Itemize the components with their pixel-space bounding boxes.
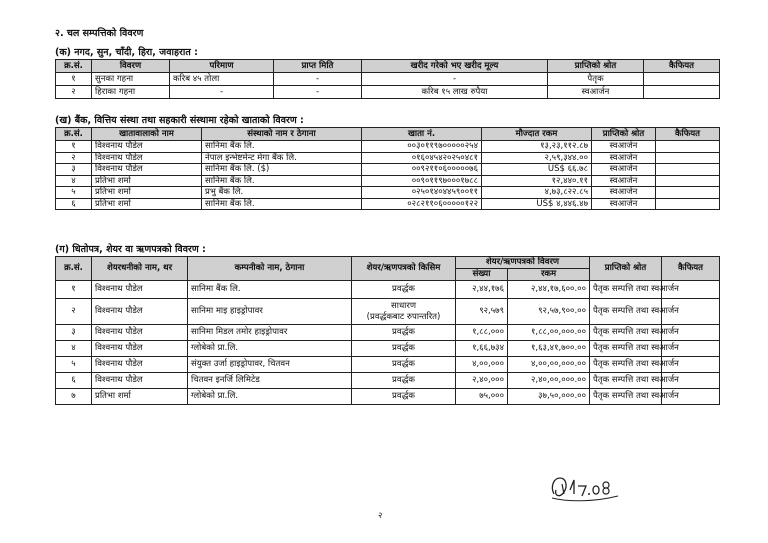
table-cell: प्रभु बैंक लि. — [202, 187, 362, 199]
table-row — [56, 73, 720, 86]
table-cell: १ — [56, 141, 92, 153]
col-header: प्राप्त मिति — [274, 60, 362, 73]
col-header: क्र.सं. — [56, 60, 92, 73]
table-cell: १२,४४०.११ — [482, 175, 592, 187]
table-row — [56, 357, 720, 373]
table-cell: २,४४,१७६ — [456, 281, 508, 299]
table-b-title: (ख) बैंक, वित्तिय संस्था तथा सहकारी संस्थामा रहेको खाताको विवरण : — [55, 115, 304, 126]
table-cell: पैतृक सम्पत्ति तथा स्वआर्जन — [590, 373, 662, 389]
table-cell — [656, 152, 720, 164]
col-header: विवरण — [92, 60, 170, 73]
table-cell: पैतृक सम्पत्ति तथा स्वआर्जन — [590, 341, 662, 357]
table-cell: ४ — [56, 341, 92, 357]
table-cell: विश्वनाथ पौडेल — [92, 373, 188, 389]
table-cell: विश्वनाथ पौडेल — [92, 152, 202, 164]
table-cell: २,४४,१७,६००.०० — [508, 281, 590, 299]
col-header: परिमाण — [170, 60, 274, 73]
table-cell: विश्वनाथ पौडेल — [92, 357, 188, 373]
table-cell: ९२,५७,९००.०० — [508, 299, 590, 325]
section-title: २. चल सम्पत्तिको विवरण — [55, 28, 144, 39]
table-cell — [644, 86, 720, 99]
table-cell: सानिमा मिडल तमोर हाइड्रोपावर — [188, 325, 352, 341]
table-cell: विश्वनाथ पौडेल — [92, 299, 188, 325]
table-cell: नेपाल इन्भेष्टमेन्ट मेगा बैंक लि. — [202, 152, 362, 164]
table-cell: ४,७३,८२२.८५ — [482, 187, 592, 199]
table-cell: - — [362, 73, 548, 86]
table-row — [56, 164, 720, 176]
table-cell — [644, 73, 720, 86]
table-cell: संयुक्त उर्जा हाइड्रोपावर, चितवन — [188, 357, 352, 373]
table-cell: ००९०११९७०००१७८८ — [362, 175, 482, 187]
table-cell: १ — [56, 281, 92, 299]
col-header: खातावालाको नाम — [92, 128, 202, 141]
table-cell: स्वआर्जन — [592, 175, 656, 187]
table-cell: ४ — [56, 175, 92, 187]
table-c-title: (ग) धितोपत्र, शेयर वा ऋणपत्रको विवरण : — [55, 244, 206, 255]
table-row — [56, 389, 720, 405]
table-cell: ४,००,००,०००.०० — [508, 357, 590, 373]
table-cell: हिराका गहना — [92, 86, 170, 99]
table-cell: १ — [56, 73, 92, 86]
table-cell: ६ — [56, 373, 92, 389]
col-header: प्राप्तिको श्रोत — [590, 257, 662, 281]
table-cell: प्रवर्द्धक — [352, 389, 456, 405]
table-header-row — [56, 257, 720, 269]
col-header: कैफियत — [644, 60, 720, 73]
table-cell: ४,००,००० — [456, 357, 508, 373]
securities-table — [55, 256, 720, 405]
table-cell: पैतृक सम्पत्ति तथा स्वआर्जन — [590, 389, 662, 405]
table-cell: प्रवर्द्धक — [352, 373, 456, 389]
table-cell: स्वआर्जन — [592, 164, 656, 176]
bank-accounts-table — [55, 127, 720, 210]
table-row — [56, 175, 720, 187]
table-row — [56, 281, 720, 299]
table-cell: ६ — [56, 198, 92, 210]
table-row — [56, 86, 720, 99]
table-cell: स्वआर्जन — [592, 187, 656, 199]
table-cell: सानिमा बैंक लि. ($) — [202, 164, 362, 176]
table-cell: विश्वनाथ पौडेल — [92, 341, 188, 357]
table-cell: ७५,००० — [456, 389, 508, 405]
table-cell: २ — [56, 299, 92, 325]
table-cell: ०१६०४५४२०२५०४८१ — [362, 152, 482, 164]
table-cell: सानिमा बैंक लि. — [202, 175, 362, 187]
table-cell: करिब १५ लाख रुपैया — [362, 86, 548, 99]
table-cell: विश्वनाथ पौडेल — [92, 141, 202, 153]
table-cell: विश्वनाथ पौडेल — [92, 281, 188, 299]
table-cell: सुनका गहना — [92, 73, 170, 86]
table-cell: ०२५०१४०४४५९००११ — [362, 187, 482, 199]
table-cell: १,६६,७३४ — [456, 341, 508, 357]
table-cell: सानिमा बैंक लि. — [202, 141, 362, 153]
table-cell: १,६३,४१,७००.०० — [508, 341, 590, 357]
col-header: कैफियत — [662, 257, 720, 281]
table-cell: US$ ४,४४६.४७ — [482, 198, 592, 210]
table-cell: पैतृक सम्पत्ति तथा स्वआर्जन — [590, 325, 662, 341]
col-header: कम्पनीको नाम, ठेगाना — [188, 257, 352, 281]
table-cell: सानिमा बैंक लि. — [188, 281, 352, 299]
table-cell: स्वआर्जन — [548, 86, 644, 99]
col-header: शेयर/ऋणपत्रको विवरण — [456, 257, 590, 269]
table-cell: पैतृक सम्पत्ति तथा स्वआर्जन — [590, 299, 662, 325]
table-cell: २,५९,३४४.०० — [482, 152, 592, 164]
col-header: क्र.सं. — [56, 257, 92, 281]
table-cell: सानिमा बैंक लि. — [202, 198, 362, 210]
table-cell: ५ — [56, 357, 92, 373]
table-cell: प्रतिभा शर्मा — [92, 198, 202, 210]
col-header: शेयर/ऋणपत्रको किसिम — [352, 257, 456, 281]
table-row — [56, 341, 720, 357]
table-cell: प्रतिभा शर्मा — [92, 175, 202, 187]
table-cell: ००३०११९७०००००२५४ — [362, 141, 482, 153]
table-cell: प्रवर्द्धक — [352, 341, 456, 357]
table-cell: ३७,५०,०००.०० — [508, 389, 590, 405]
col-header: खाता नं. — [362, 128, 482, 141]
col-header: शेयरधनीको नाम, थर — [92, 257, 188, 281]
col-subheader: रकम — [508, 269, 590, 281]
table-cell: १,८८,००० — [456, 325, 508, 341]
table-cell: प्रवर्द्धक — [352, 357, 456, 373]
table-cell: स्वआर्जन — [592, 198, 656, 210]
col-header: मौज्दात रकम — [482, 128, 592, 141]
table-cell: विश्वनाथ पौडेल — [92, 164, 202, 176]
col-header: खरीद गरेको भए खरीद मूल्य — [362, 60, 548, 73]
handwritten-signature — [548, 464, 628, 506]
table-cell: ग्लोबेको प्रा.लि. — [188, 341, 352, 357]
col-header: प्राप्तिको श्रोत — [592, 128, 656, 141]
table-cell: प्रतिभा शर्मा — [92, 389, 188, 405]
table-cell: ५ — [56, 187, 92, 199]
table-header-row — [56, 128, 720, 141]
table-cell — [656, 164, 720, 176]
table-cell: १३,२३,११२.८७ — [482, 141, 592, 153]
table-cell: - — [274, 73, 362, 86]
table-cell: - — [274, 86, 362, 99]
table-cell: चितवन इनर्जि लिमिटेड — [188, 373, 352, 389]
table-cell — [656, 187, 720, 199]
table-cell — [656, 141, 720, 153]
table-cell: ७ — [56, 389, 92, 405]
table-cell: ०२८२११०६०००००१२२ — [362, 198, 482, 210]
col-header: प्राप्तिको श्रोत — [548, 60, 644, 73]
table-cell: सानिमा माइ हाइड्रोपावर — [188, 299, 352, 325]
table-cell: पैतृक — [548, 73, 644, 86]
table-cell: पैतृक सम्पत्ति तथा स्वआर्जन — [590, 357, 662, 373]
table-cell: प्रवर्द्धक — [352, 281, 456, 299]
cash-jewelry-table — [55, 59, 720, 99]
table-cell: प्रतिभा शर्मा — [92, 187, 202, 199]
col-header: कैफियत — [656, 128, 720, 141]
table-row — [56, 141, 720, 153]
table-cell: २ — [56, 86, 92, 99]
table-header-row — [56, 60, 720, 73]
table-cell: स्वआर्जन — [592, 141, 656, 153]
table-row — [56, 299, 720, 325]
table-cell — [656, 198, 720, 210]
table-cell: २,४०,००० — [456, 373, 508, 389]
table-row — [56, 152, 720, 164]
table-cell: स्वआर्जन — [592, 152, 656, 164]
table-row — [56, 373, 720, 389]
table-a-title: (क) नगद, सुन, चाँदी, हिरा, जवाहरात : — [55, 47, 198, 58]
table-row — [56, 187, 720, 199]
table-row — [56, 198, 720, 210]
table-cell: प्रवर्द्धक — [352, 325, 456, 341]
table-cell: ग्लोबेको प्रा.लि. — [188, 389, 352, 405]
table-cell: ००९२११०६०००००७६ — [362, 164, 482, 176]
table-cell — [656, 175, 720, 187]
table-cell: १,८८,००,०००.०० — [508, 325, 590, 341]
table-cell: ३ — [56, 325, 92, 341]
table-cell: साधारण (प्रवर्द्धकबाट रुपान्तरित) — [352, 299, 456, 325]
col-header: क्र.सं. — [56, 128, 92, 141]
col-subheader: संख्या — [456, 269, 508, 281]
col-header: संस्थाको नाम र ठेगाना — [202, 128, 362, 141]
table-cell: ९२,५७९ — [456, 299, 508, 325]
table-cell: US$ ६६.७८ — [482, 164, 592, 176]
table-row — [56, 325, 720, 341]
table-cell: २ — [56, 152, 92, 164]
table-cell: पैतृक सम्पत्ति तथा स्वआर्जन — [590, 281, 662, 299]
page-number: २ — [378, 511, 383, 521]
table-cell: - — [170, 86, 274, 99]
table-cell: ३ — [56, 164, 92, 176]
table-cell: करिब ४५ तोला — [170, 73, 274, 86]
table-cell: २,४०,००,०००.०० — [508, 373, 590, 389]
table-cell: विश्वनाथ पौडेल — [92, 325, 188, 341]
